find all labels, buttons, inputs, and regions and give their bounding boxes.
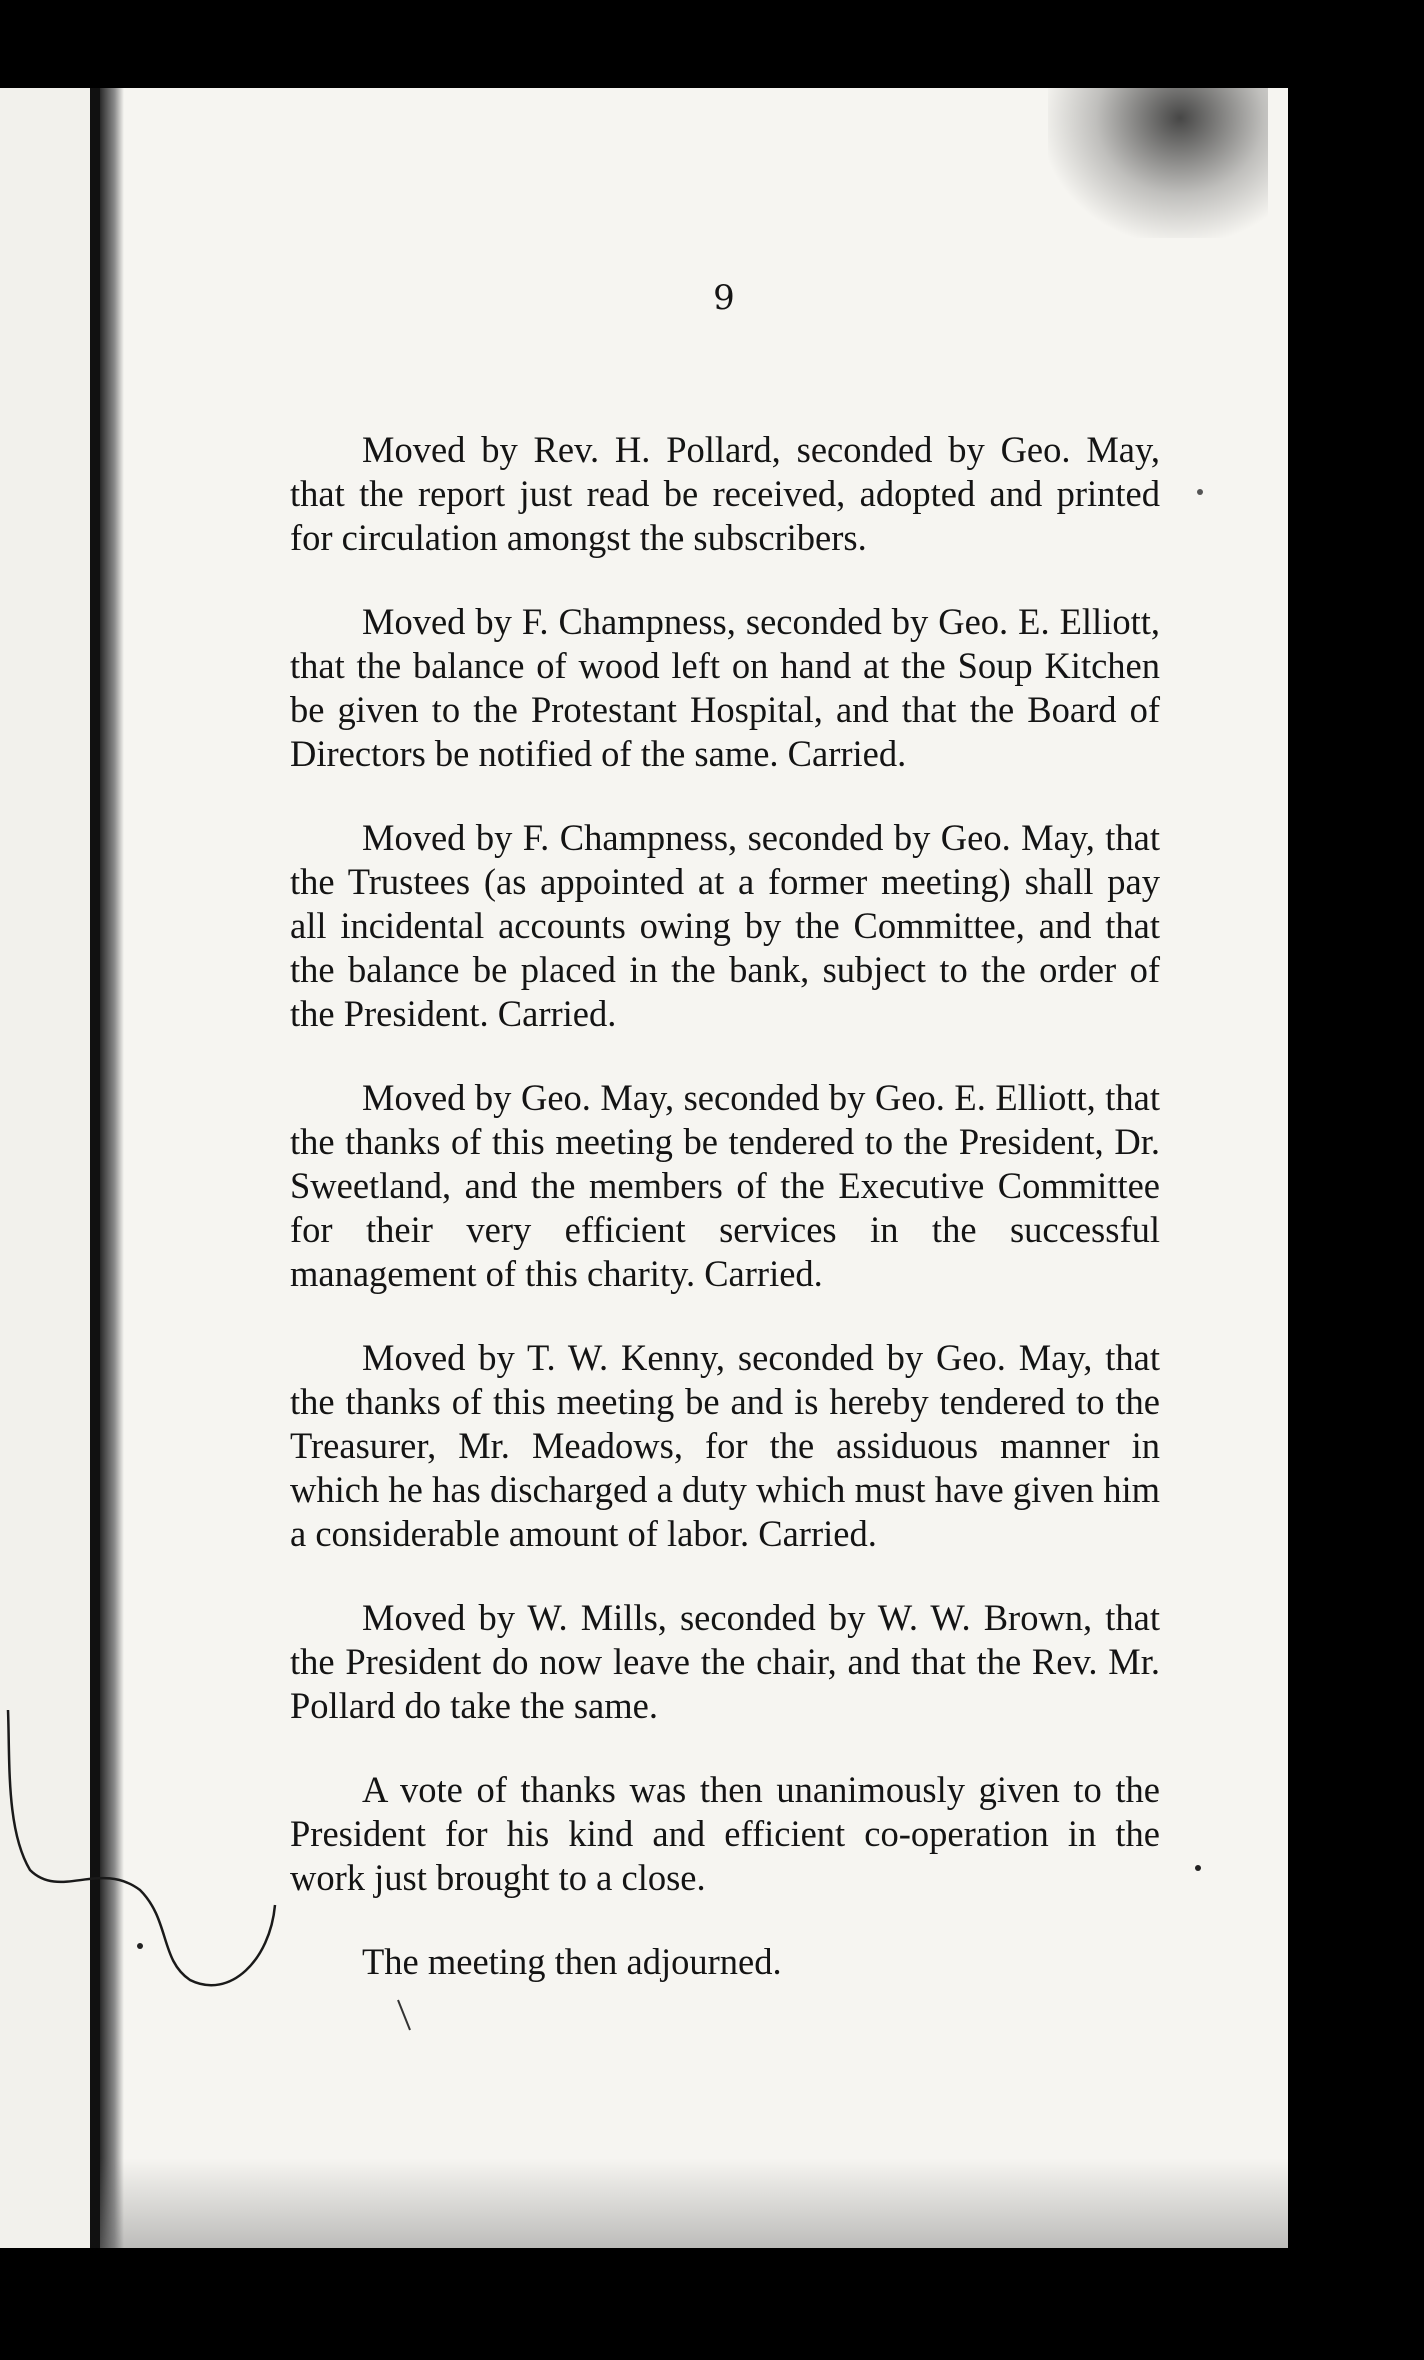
page-number: 9: [713, 278, 735, 318]
paragraph: Moved by W. Mills, seconded by W. W. Brown, that the President do now leave the chair, and that the Rev. Mr. Pollard do take the same.: [290, 1597, 1160, 1726]
paragraph: Moved by T. W. Kenny, seconded by Geo. May, that the thanks of this meeting be and is hereby tendered to the Treasurer, Mr. Meadows, for the assiduous manner in which he has discharged a duty which must have given him a considerable amount of labor. Carried.: [290, 1337, 1160, 1554]
paragraph: Moved by F. Champness, seconded by Geo. E. Elliott, that the balance of wood left on hand at the Soup Kitchen be given to the Protestant Hospital, and that the Board of Directors be notified of the same. Carried.: [290, 601, 1160, 774]
paragraph: Moved by Geo. May, seconded by Geo. E. Elliott, that the thanks of this meeting be tendered to the President, Dr. Sweetland, and the members of the Executive Committee for their very efficient services in the successful management of this charity. Carried.: [290, 1077, 1160, 1294]
document-page: [100, 88, 1288, 2248]
adjacent-page-edge: [0, 88, 96, 2248]
page-stain: [1048, 88, 1268, 238]
minutes-text: [290, 428, 1160, 2024]
paragraph: The meeting then adjourned.: [362, 1941, 782, 1982]
paragraph: Moved by F. Champness, seconded by Geo. May, that the Trustees (as appointed at a former meeting) shall pay all incidental accounts owing by the Committee, and that the balance be placed in the bank, subject to the order of the President. Carried.: [290, 817, 1160, 1034]
page-wear: [100, 2158, 1288, 2248]
paragraph: Moved by Rev. H. Pollard, seconded by Geo. May, that the report just read be received, adopted and printed for circulation amongst the subscribers.: [290, 429, 1160, 558]
gutter-shadow: [100, 88, 124, 2248]
paragraph: A vote of thanks was then unanimously given to the President for his kind and efficient co-operation in the work just brought to a close.: [290, 1769, 1160, 1898]
